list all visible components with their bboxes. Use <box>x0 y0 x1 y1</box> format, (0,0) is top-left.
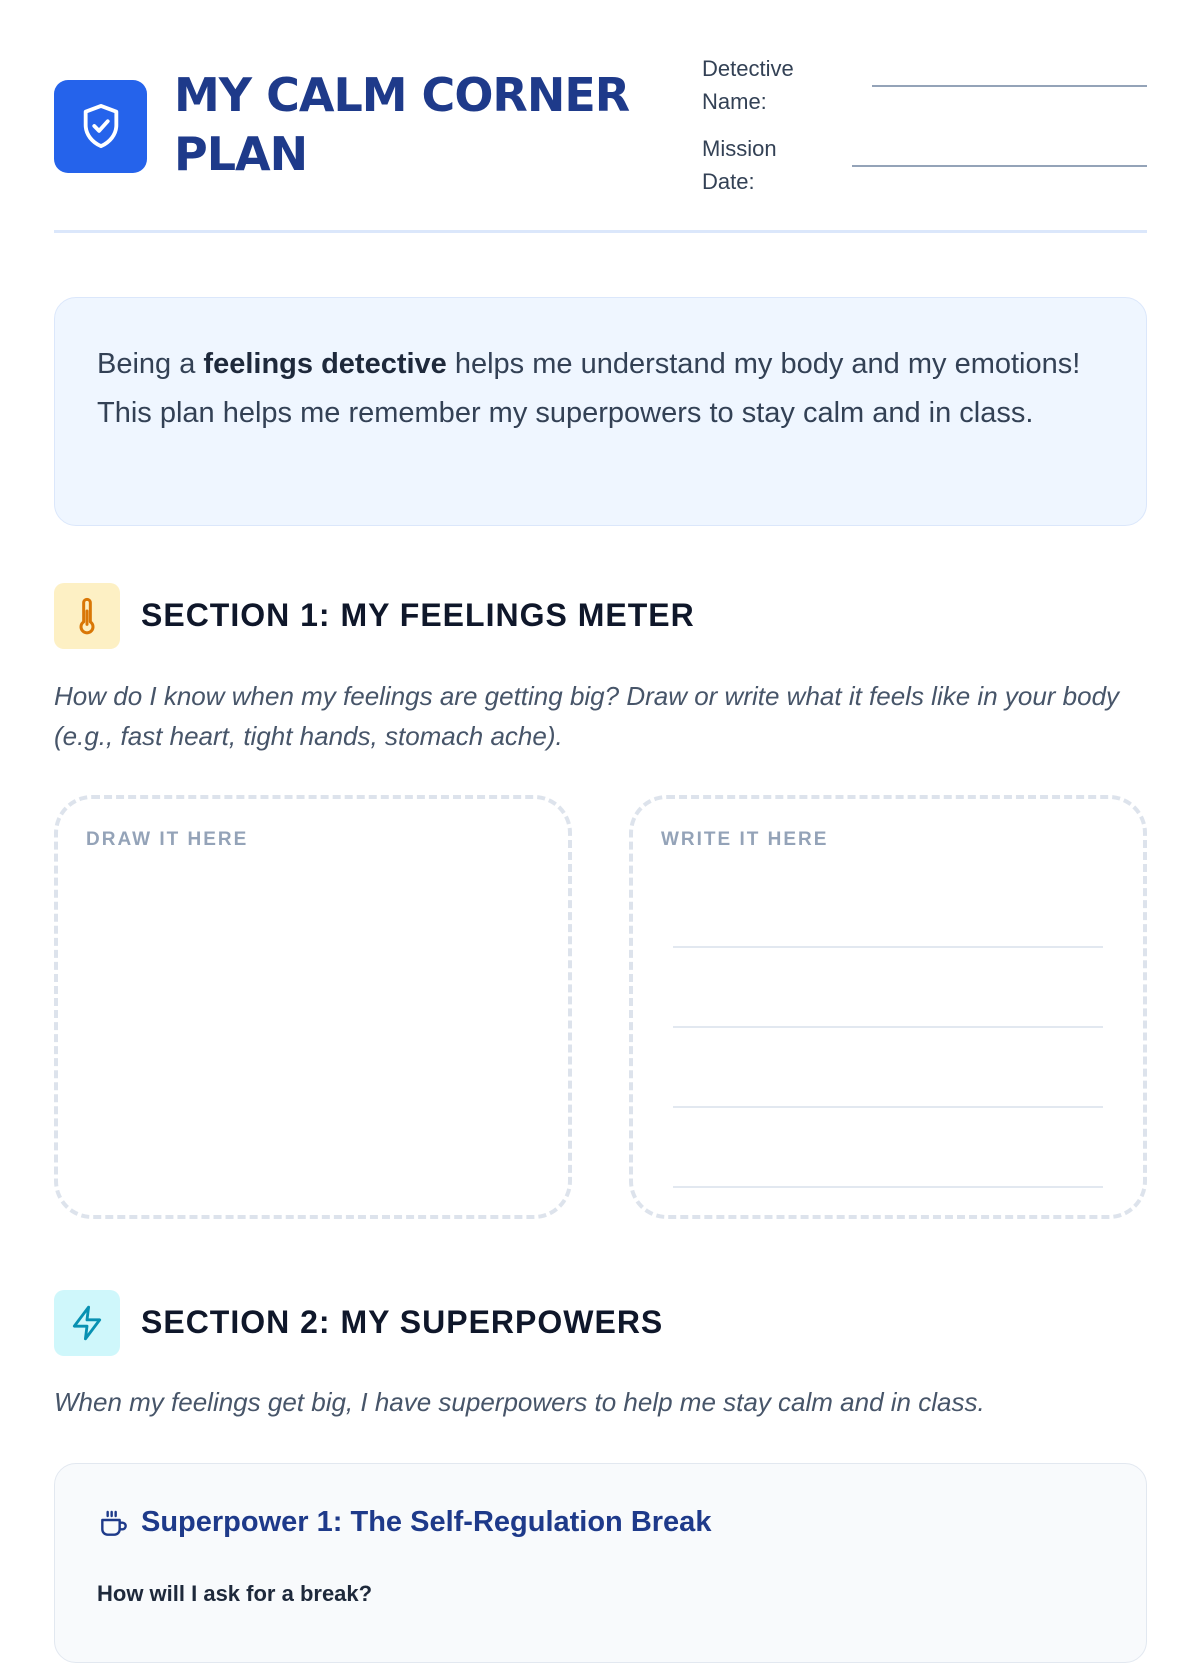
thermometer-icon <box>54 583 120 649</box>
cup-icon <box>97 1508 129 1545</box>
worksheet-page <box>54 0 1147 1606</box>
section-2-heading <box>54 1290 1147 1356</box>
intro-text-start: Being a <box>97 348 204 380</box>
write-line[interactable] <box>673 946 1103 948</box>
section-1-description: How do I know when my feelings are getting big? Draw or write what it feels like in your body (e.g., fast heart, tight hands, stomach ache). <box>54 681 1120 751</box>
detective-name-field[interactable] <box>872 85 1147 87</box>
draw-area[interactable] <box>54 795 572 1219</box>
write-area-label: WRITE IT HERE <box>661 829 829 850</box>
section-2-title: SECTION 2: MY SUPERPOWERS <box>141 1304 664 1340</box>
section-2-description: When my feelings get big, I have superpowers to help me stay calm and in class. <box>54 1387 985 1417</box>
intro-text-bold: feelings detective <box>203 348 447 380</box>
mission-date-row <box>702 132 1147 212</box>
detective-name-row <box>702 52 1147 132</box>
detective-info <box>702 52 1147 212</box>
page-header <box>54 0 1147 233</box>
detective-name-label: Detective Name: <box>702 56 794 114</box>
draw-area-label: DRAW IT HERE <box>86 829 249 850</box>
superpower-1-question: How will I ask for a break? <box>97 1581 373 1606</box>
lightning-bolt-icon <box>54 1290 120 1356</box>
write-line[interactable] <box>673 1026 1103 1028</box>
mission-date-label: Mission Date: <box>702 136 777 194</box>
superpower-1-heading <box>97 1504 997 1544</box>
shield-check-icon <box>54 80 147 173</box>
write-line[interactable] <box>673 1106 1103 1108</box>
page-title: MY CALM CORNER PLAN <box>174 68 630 181</box>
intro-callout <box>54 297 1147 526</box>
write-area[interactable] <box>629 795 1147 1219</box>
section-1-title: SECTION 1: MY FEELINGS METER <box>141 597 695 633</box>
intro-text <box>97 340 1104 438</box>
intro-text-end: helps me understand my body and my emotions! This plan helps me remember my superpowers to stay calm and in class. <box>97 348 1081 429</box>
superpower-card <box>54 1463 1147 1663</box>
mission-date-field[interactable] <box>852 165 1147 167</box>
section-1-heading <box>54 583 1147 649</box>
superpower-1-title: Superpower 1: The Self-Regulation Break <box>141 1506 712 1538</box>
write-line[interactable] <box>673 1186 1103 1188</box>
